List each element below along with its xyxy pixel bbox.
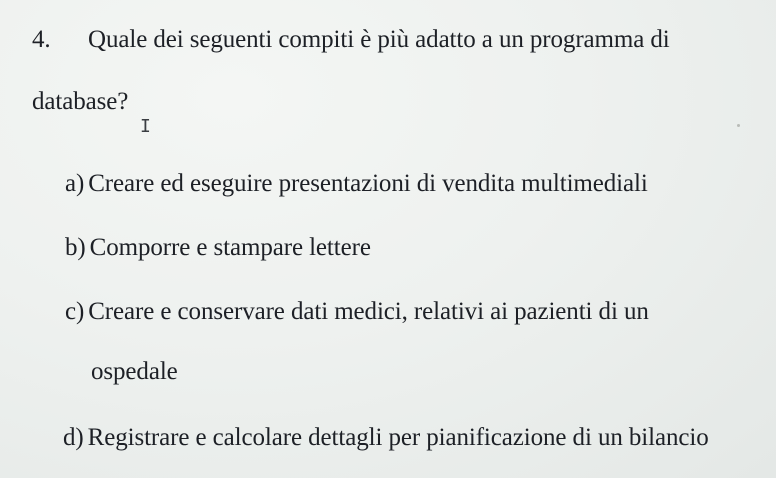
text-cursor-icon: I — [140, 116, 151, 137]
question-text: Quale dei seguenti compiti è più adatto a un programma di — [88, 26, 670, 53]
question-number: 4. — [32, 26, 51, 53]
option-c-continuation[interactable]: ospedale — [91, 358, 178, 385]
option-text: Creare ed eseguire presentazioni di vendita multimediali — [88, 170, 648, 197]
option-text: Registrare e calcolare dettagli per pianificazione di un bilancio — [87, 424, 709, 451]
option-d[interactable] — [63, 424, 709, 452]
option-c[interactable] — [65, 298, 649, 326]
option-letter: c) — [65, 298, 85, 325]
question-text-continuation: database? — [32, 88, 129, 115]
option-b[interactable] — [65, 234, 371, 262]
option-text: Comporre e stampare lettere — [89, 234, 371, 261]
option-letter: d) — [63, 424, 84, 451]
option-a[interactable] — [65, 170, 648, 198]
option-letter: b) — [65, 234, 86, 261]
option-text: Creare e conservare dati medici, relativi ai pazienti di un — [88, 298, 649, 325]
option-letter: a) — [65, 170, 85, 197]
screen-speck — [737, 124, 740, 127]
